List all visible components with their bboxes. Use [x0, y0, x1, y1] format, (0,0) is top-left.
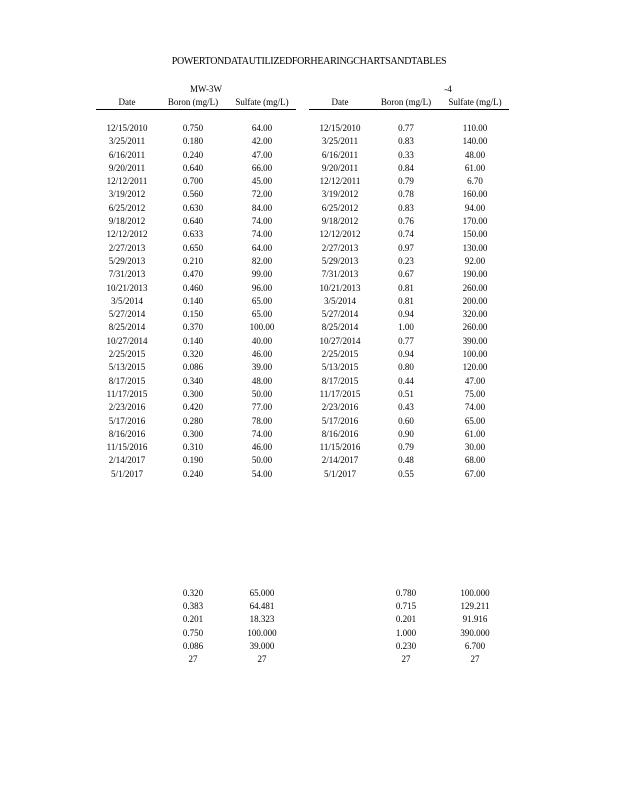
- date-cell: 8/25/2014: [321, 322, 359, 333]
- table-row: [309, 468, 509, 481]
- sulfate-stat: 27: [470, 653, 480, 664]
- table-row: [309, 282, 509, 295]
- date-cell: 6/16/2011: [321, 149, 359, 160]
- table-row: [96, 162, 296, 175]
- table-row: [309, 415, 509, 428]
- boron-cell: 0.640: [182, 162, 204, 173]
- sulfate-cell: 48.00: [251, 375, 273, 386]
- table-row: [309, 228, 509, 241]
- table-row: [309, 348, 509, 361]
- sulfate-cell: 100.00: [462, 349, 488, 360]
- date-cell: 5/29/2013: [321, 255, 359, 266]
- sulfate-cell: 46.00: [251, 349, 273, 360]
- table-header: [96, 95, 296, 110]
- stats-spacer: [96, 653, 158, 666]
- sulfate-cell: 68.00: [464, 455, 486, 466]
- boron-stat: 0.201: [395, 614, 417, 625]
- table-row: [309, 308, 509, 321]
- date-cell: 3/19/2012: [321, 189, 359, 200]
- sulfate-cell: 40.00: [251, 335, 273, 346]
- table-row: [309, 202, 509, 215]
- date-cell: 9/20/2011: [321, 162, 359, 173]
- sulfate-stat: 91.916: [462, 614, 488, 625]
- stats-row: [309, 640, 509, 653]
- header-date: Date: [331, 97, 349, 107]
- stats-row: [309, 600, 509, 613]
- boron-cell: 0.44: [398, 375, 414, 386]
- table-row: [96, 282, 296, 295]
- date-cell: 11/15/2016: [319, 442, 361, 453]
- boron-stat: 0.750: [182, 627, 204, 638]
- boron-cell: 0.630: [182, 202, 204, 213]
- date-cell: 12/15/2010: [319, 123, 361, 133]
- sulfate-cell: 260.00: [462, 322, 488, 333]
- table-row: [96, 468, 296, 481]
- stats-spacer: [96, 640, 158, 653]
- stats-row: [96, 600, 296, 613]
- date-cell: 2/27/2013: [108, 242, 146, 253]
- date-cell: 11/17/2015: [106, 388, 148, 399]
- table-row: [96, 454, 296, 467]
- sulfate-cell: 50.00: [251, 388, 273, 399]
- sulfate-stat: 39.000: [249, 640, 275, 651]
- sulfate-stat: 390.000: [460, 627, 490, 638]
- table-row: [96, 441, 296, 454]
- sulfate-cell: 260.00: [462, 282, 488, 293]
- table-row: [96, 348, 296, 361]
- table-row: [309, 375, 509, 388]
- table-row: [96, 242, 296, 255]
- boron-cell: 0.43: [398, 402, 414, 413]
- sulfate-stat: 27: [257, 653, 267, 664]
- date-cell: 7/31/2013: [321, 269, 359, 280]
- table-row: [309, 361, 509, 374]
- boron-cell: 0.84: [398, 162, 414, 173]
- boron-cell: 0.180: [182, 136, 204, 147]
- stats-spacer: [309, 613, 371, 626]
- table-row: [309, 401, 509, 414]
- stats-spacer: [309, 640, 371, 653]
- boron-cell: 0.81: [398, 282, 414, 293]
- table-mw3w: [96, 84, 296, 481]
- sulfate-cell: 140.00: [462, 136, 488, 147]
- date-cell: 8/16/2016: [108, 428, 146, 439]
- table-row: [96, 149, 296, 162]
- table-row: [96, 308, 296, 321]
- header-sulfate: Sulfate (mg/L): [448, 97, 502, 107]
- sulfate-cell: 74.00: [251, 216, 273, 227]
- boron-cell: 0.60: [398, 415, 414, 426]
- sulfate-stat: 100.000: [247, 627, 277, 638]
- sulfate-cell: 96.00: [251, 282, 273, 293]
- boron-cell: 0.33: [398, 149, 414, 160]
- table-row: [96, 375, 296, 388]
- boron-cell: 0.310: [182, 442, 204, 453]
- table-row: [309, 188, 509, 201]
- boron-cell: 0.77: [398, 123, 414, 133]
- date-cell: 3/5/2014: [323, 295, 356, 306]
- sulfate-cell: 77.00: [251, 402, 273, 413]
- table-row: [96, 175, 296, 188]
- date-cell: 11/15/2016: [106, 442, 148, 453]
- sulfate-cell: 47.00: [251, 149, 273, 160]
- boron-cell: 0.633: [182, 229, 204, 240]
- boron-stat: 0.780: [395, 588, 417, 598]
- boron-cell: 0.90: [398, 428, 414, 439]
- date-cell: 12/15/2010: [106, 123, 148, 133]
- boron-cell: 0.750: [182, 123, 204, 133]
- sulfate-cell: 82.00: [251, 255, 273, 266]
- date-cell: 2/25/2015: [108, 349, 146, 360]
- boron-cell: 0.140: [182, 335, 204, 346]
- sulfate-cell: 47.00: [464, 375, 486, 386]
- date-cell: 2/23/2016: [321, 402, 359, 413]
- table-row: [96, 228, 296, 241]
- boron-stat: 0.086: [182, 640, 204, 651]
- page-title: POWERTONDATAUTILIZEDFORHEARINGCHARTSANDTABLES: [171, 56, 447, 67]
- boron-cell: 0.79: [398, 442, 414, 453]
- table-row: [96, 415, 296, 428]
- stats-spacer: [96, 627, 158, 640]
- sulfate-cell: 320.00: [462, 309, 488, 320]
- sulfate-cell: 190.00: [462, 269, 488, 280]
- sulfate-cell: 64.00: [251, 123, 273, 133]
- table-header: [309, 95, 509, 110]
- table-row: [96, 122, 296, 135]
- table-row: [309, 215, 509, 228]
- table-row: [309, 268, 509, 281]
- boron-cell: 0.55: [398, 468, 414, 479]
- sulfate-cell: 200.00: [462, 295, 488, 306]
- table-row: [309, 295, 509, 308]
- table-row: [96, 401, 296, 414]
- boron-cell: 0.420: [182, 402, 204, 413]
- table-row: [309, 149, 509, 162]
- boron-cell: 0.94: [398, 349, 414, 360]
- stats-row: [309, 587, 509, 600]
- date-cell: 5/13/2015: [321, 362, 359, 373]
- table-row: [96, 135, 296, 148]
- boron-cell: 0.74: [398, 229, 414, 240]
- stats-spacer: [96, 587, 158, 600]
- date-cell: 2/14/2017: [321, 455, 359, 466]
- sulfate-cell: 61.00: [464, 162, 486, 173]
- stats-row: [309, 613, 509, 626]
- sulfate-cell: 42.00: [251, 136, 273, 147]
- date-cell: 10/27/2014: [319, 335, 361, 346]
- sulfate-cell: 46.00: [251, 442, 273, 453]
- table-row: [96, 321, 296, 334]
- sulfate-cell: 61.00: [464, 428, 486, 439]
- date-cell: 8/17/2015: [321, 375, 359, 386]
- header-date: Date: [118, 97, 136, 107]
- sulfate-cell: 94.00: [464, 202, 486, 213]
- sulfate-cell: 39.00: [251, 362, 273, 373]
- date-cell: 5/29/2013: [108, 255, 146, 266]
- sulfate-stat: 6.700: [464, 640, 486, 651]
- date-cell: 3/25/2011: [321, 136, 359, 147]
- sulfate-cell: 84.00: [251, 202, 273, 213]
- boron-cell: 0.97: [398, 242, 414, 253]
- date-cell: 6/25/2012: [108, 202, 146, 213]
- date-cell: 5/17/2016: [108, 415, 146, 426]
- sulfate-cell: 65.00: [251, 309, 273, 320]
- stats-row: [96, 613, 296, 626]
- sulfate-cell: 120.00: [462, 362, 488, 373]
- table-well-4: [309, 84, 509, 481]
- date-cell: 10/21/2013: [319, 282, 361, 293]
- sulfate-cell: 100.00: [249, 322, 275, 333]
- sulfate-cell: 150.00: [462, 229, 488, 240]
- boron-cell: 0.650: [182, 242, 204, 253]
- boron-cell: 0.77: [398, 335, 414, 346]
- date-cell: 2/23/2016: [108, 402, 146, 413]
- table-row: [309, 162, 509, 175]
- boron-cell: 0.76: [398, 216, 414, 227]
- table-row: [309, 122, 509, 135]
- table-row: [309, 335, 509, 348]
- date-cell: 3/19/2012: [108, 189, 146, 200]
- date-cell: 9/18/2012: [321, 216, 359, 227]
- table-row: [309, 175, 509, 188]
- sulfate-cell: 74.00: [464, 402, 486, 413]
- table-row: [309, 242, 509, 255]
- table-row: [309, 135, 509, 148]
- table-row: [96, 361, 296, 374]
- date-cell: 6/25/2012: [321, 202, 359, 213]
- date-cell: 12/12/2011: [319, 176, 361, 187]
- boron-cell: 0.80: [398, 362, 414, 373]
- boron-cell: 0.190: [182, 455, 204, 466]
- stats-spacer: [309, 653, 371, 666]
- boron-cell: 0.470: [182, 269, 204, 280]
- boron-cell: 0.140: [182, 295, 204, 306]
- sulfate-cell: 78.00: [251, 415, 273, 426]
- boron-stat: 0.230: [395, 640, 417, 651]
- date-cell: 10/21/2013: [106, 282, 148, 293]
- stats-row: [309, 627, 509, 640]
- boron-cell: 0.81: [398, 295, 414, 306]
- table-row: [309, 454, 509, 467]
- table-row: [309, 441, 509, 454]
- date-cell: 5/13/2015: [108, 362, 146, 373]
- stats-spacer: [309, 600, 371, 613]
- date-cell: 2/14/2017: [108, 455, 146, 466]
- boron-cell: 0.210: [182, 255, 204, 266]
- date-cell: 5/17/2016: [321, 415, 359, 426]
- sulfate-cell: 72.00: [251, 189, 273, 200]
- date-cell: 12/12/2011: [106, 176, 148, 187]
- date-cell: 9/18/2012: [108, 216, 146, 227]
- date-cell: 2/25/2015: [321, 349, 359, 360]
- date-cell: 3/25/2011: [108, 136, 146, 147]
- boron-stat: 1.000: [395, 627, 417, 638]
- boron-cell: 0.94: [398, 309, 414, 320]
- sulfate-cell: 170.00: [462, 216, 488, 227]
- sulfate-stat: 18.323: [249, 614, 275, 625]
- sulfate-cell: 48.00: [464, 149, 486, 160]
- sulfate-cell: 160.00: [462, 189, 488, 200]
- sulfate-cell: 130.00: [462, 242, 488, 253]
- boron-stat: 0.383: [182, 601, 204, 612]
- table-body: [309, 122, 509, 481]
- boron-cell: 0.370: [182, 322, 204, 333]
- boron-cell: 0.240: [182, 149, 204, 160]
- sulfate-cell: 65.00: [251, 295, 273, 306]
- header-sulfate: Sulfate (mg/L): [235, 97, 289, 107]
- boron-cell: 0.67: [398, 269, 414, 280]
- table-row: [309, 428, 509, 441]
- table-row: [96, 215, 296, 228]
- date-cell: 5/1/2017: [323, 468, 356, 479]
- date-cell: 2/27/2013: [321, 242, 359, 253]
- sulfate-stat: 129.211: [460, 601, 490, 612]
- boron-cell: 0.280: [182, 415, 204, 426]
- sulfate-cell: 67.00: [464, 468, 486, 479]
- boron-cell: 0.640: [182, 216, 204, 227]
- stats-row: [96, 640, 296, 653]
- date-cell: 5/27/2014: [321, 309, 359, 320]
- summary-stats-mw3w: [96, 587, 296, 666]
- sulfate-stat: 100.000: [460, 588, 490, 598]
- stats-row: [96, 653, 296, 666]
- date-cell: 12/12/2012: [319, 229, 361, 240]
- table-row: [96, 388, 296, 401]
- sulfate-cell: 99.00: [251, 269, 273, 280]
- date-cell: 8/25/2014: [108, 322, 146, 333]
- date-cell: 8/16/2016: [321, 428, 359, 439]
- stats-spacer: [309, 587, 371, 600]
- date-cell: 10/27/2014: [106, 335, 148, 346]
- sulfate-cell: 45.00: [251, 176, 273, 187]
- date-cell: 5/1/2017: [110, 468, 143, 479]
- boron-stat: 0.715: [395, 601, 417, 612]
- boron-cell: 0.560: [182, 189, 204, 200]
- boron-stat: 27: [401, 653, 411, 664]
- boron-cell: 0.700: [182, 176, 204, 187]
- boron-cell: 0.240: [182, 468, 204, 479]
- boron-cell: 0.83: [398, 202, 414, 213]
- boron-cell: 0.83: [398, 136, 414, 147]
- boron-stat: 0.201: [182, 614, 204, 625]
- boron-cell: 0.48: [398, 455, 414, 466]
- sulfate-cell: 390.00: [462, 335, 488, 346]
- stats-row: [309, 653, 509, 666]
- sulfate-cell: 64.00: [251, 242, 273, 253]
- header-boron: Boron (mg/L): [167, 97, 219, 107]
- sulfate-cell: 75.00: [464, 388, 486, 399]
- sulfate-cell: 74.00: [251, 428, 273, 439]
- table-row: [96, 255, 296, 268]
- date-cell: 9/20/2011: [108, 162, 146, 173]
- boron-cell: 0.300: [182, 428, 204, 439]
- table-row: [309, 388, 509, 401]
- boron-cell: 1.00: [398, 322, 414, 333]
- sulfate-stat: 65.000: [249, 588, 275, 598]
- boron-cell: 0.23: [398, 255, 414, 266]
- stats-row: [96, 587, 296, 600]
- date-cell: 3/5/2014: [110, 295, 143, 306]
- well-label: MW-3W: [190, 84, 222, 94]
- date-cell: 8/17/2015: [108, 375, 146, 386]
- sulfate-cell: 54.00: [251, 468, 273, 479]
- boron-cell: 0.150: [182, 309, 204, 320]
- sulfate-cell: 66.00: [251, 162, 273, 173]
- sulfate-cell: 6.70: [467, 176, 483, 187]
- boron-cell: 0.78: [398, 189, 414, 200]
- boron-cell: 0.340: [182, 375, 204, 386]
- sulfate-cell: 50.00: [251, 455, 273, 466]
- table-row: [96, 268, 296, 281]
- sulfate-cell: 30.00: [464, 442, 486, 453]
- sulfate-cell: 92.00: [464, 255, 486, 266]
- table-row: [96, 295, 296, 308]
- date-cell: 11/17/2015: [319, 388, 361, 399]
- well-label: -4: [444, 84, 452, 94]
- boron-stat: 0.320: [182, 588, 204, 598]
- boron-cell: 0.51: [398, 388, 414, 399]
- sulfate-stat: 64.481: [249, 601, 275, 612]
- header-boron: Boron (mg/L): [380, 97, 432, 107]
- stats-spacer: [309, 627, 371, 640]
- sulfate-cell: 65.00: [464, 415, 486, 426]
- boron-cell: 0.460: [182, 282, 204, 293]
- boron-cell: 0.086: [182, 362, 204, 373]
- boron-stat: 27: [188, 653, 198, 664]
- date-cell: 5/27/2014: [108, 309, 146, 320]
- boron-cell: 0.300: [182, 388, 204, 399]
- table-row: [309, 321, 509, 334]
- date-cell: 12/12/2012: [106, 229, 148, 240]
- table-row: [96, 188, 296, 201]
- table-row: [96, 335, 296, 348]
- table-row: [96, 428, 296, 441]
- boron-cell: 0.79: [398, 176, 414, 187]
- boron-cell: 0.320: [182, 349, 204, 360]
- summary-stats-well-4: [309, 587, 509, 666]
- table-row: [96, 202, 296, 215]
- sulfate-cell: 110.00: [462, 123, 488, 133]
- date-cell: 6/16/2011: [108, 149, 146, 160]
- sulfate-cell: 74.00: [251, 229, 273, 240]
- stats-row: [96, 627, 296, 640]
- stats-spacer: [96, 600, 158, 613]
- table-body: [96, 122, 296, 481]
- table-row: [309, 255, 509, 268]
- stats-spacer: [96, 613, 158, 626]
- date-cell: 7/31/2013: [108, 269, 146, 280]
